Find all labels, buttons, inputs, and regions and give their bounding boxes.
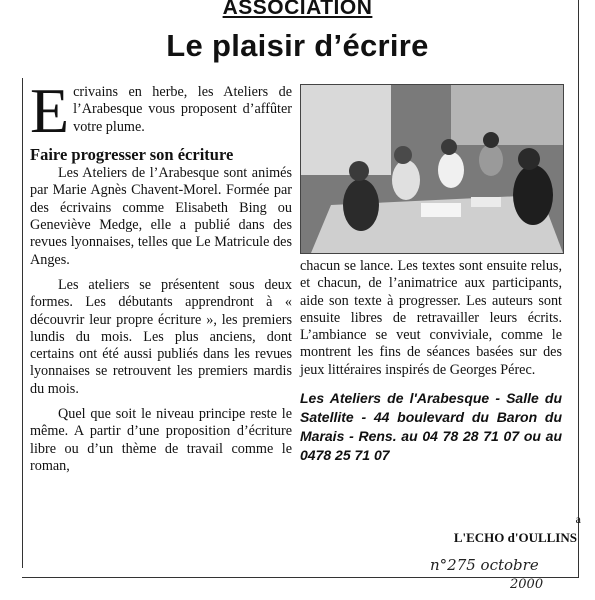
left-column	[30, 75, 292, 475]
photo-of-writing-workshop-icon	[301, 85, 563, 253]
source-publication: L'ECHO d'OULLINS	[453, 530, 577, 545]
subheading: Faire progresser son écriture	[30, 144, 234, 164]
body-paragraph-4: chacun se lance. Les textes sont ensuite relus, et chacun, de l’animatrice aux participants, aide son texte à progresser. Les auteurs sont ensuite libres de retravailler leurs écrits. L’ambiance se veut conviviale, comme le montrent les fins de séances basées sur des jeux littéraires inspirés de Georges Pérec.	[300, 258, 562, 378]
article-headline: Le plaisir d’écrire	[166, 28, 429, 63]
corner-mark: a	[575, 512, 581, 526]
handwritten-note-text: n°275 octobre	[430, 556, 539, 574]
drop-cap: E	[30, 75, 70, 146]
article-frame-left-rule	[22, 78, 23, 568]
handwritten-note-year: 2000	[510, 577, 544, 590]
body-paragraph-2: Les ateliers se présentent sous deux formes. Les débutants apprendront à « découvrir leur propre écriture », les premiers lundis du mois. Les plus anciens, dont certains ont été aussi publiés dans les revues lyonnaises se retrouvent les premiers mardis du mois.	[30, 276, 292, 397]
body-paragraph-3: Quel que soit le niveau principe reste le même. A partir d’une proposition d’écriture libre ou d’un thème de travail comme le roman,	[30, 406, 292, 474]
lead-paragraph	[30, 75, 292, 146]
lead-text: crivains en herbe, les Ateliers de l’Arabesque vous proposent d’affûter votre plume.	[73, 84, 292, 135]
body-paragraph-1: Les Ateliers de l’Arabesque sont animés par Marie Agnès Chavent-Morel. Formée par des écrivains comme Elisabeth Bing ou Geneviève Medge, elle a publié dans des revues lyonnaises, telles que Le Matricule des Anges.	[30, 165, 292, 268]
handwritten-note	[430, 550, 570, 590]
workshop-photo	[300, 84, 564, 254]
section-kicker: ASSOCIATION	[222, 0, 373, 19]
contact-address: Les Ateliers de l'Arabesque - Salle du Satellite - 44 boulevard du Baron du Marais - Rens. au 04 78 28 71 07 ou au 0478 25 71 07	[300, 390, 562, 464]
right-column	[300, 258, 562, 465]
